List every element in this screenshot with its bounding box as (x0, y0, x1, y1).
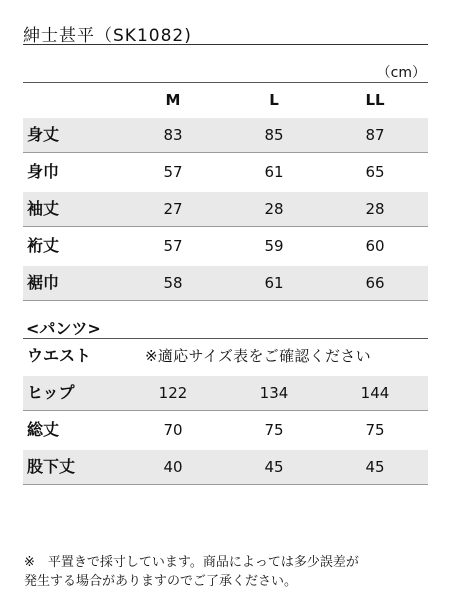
table-cell: 45 (365, 458, 385, 476)
table-cell: 85 (264, 126, 284, 144)
table-row (23, 229, 428, 263)
waist-row (23, 339, 428, 373)
table-cell: 75 (365, 421, 385, 439)
size-header-row (23, 83, 428, 117)
row-label: 裄丈 (27, 236, 60, 255)
table-row (23, 450, 428, 485)
table-cell: 75 (264, 421, 284, 439)
table-cell: 144 (360, 384, 390, 402)
table-row (23, 155, 428, 189)
table-cell: 28 (264, 200, 284, 218)
table-row (23, 376, 428, 411)
row-label: 身丈 (27, 125, 60, 144)
row-label: 総丈 (27, 420, 60, 439)
table-cell: 28 (365, 200, 385, 218)
table-cell: 61 (264, 274, 284, 292)
size-header-l: L (269, 91, 279, 109)
table-cell: 61 (264, 163, 284, 181)
size-header-ll: LL (365, 91, 385, 109)
table-cell: 59 (264, 237, 284, 255)
table-cell: 57 (163, 237, 183, 255)
table-cell: 65 (365, 163, 385, 181)
row-label: ヒップ (27, 383, 75, 402)
table-cell: 27 (163, 200, 183, 218)
table-cell: 58 (163, 274, 183, 292)
row-label: 身巾 (27, 162, 60, 181)
footnote (24, 553, 359, 591)
row-label: 袖丈 (27, 199, 60, 218)
table-row (23, 266, 428, 301)
title-divider (23, 44, 428, 45)
waist-note: ※適応サイズ表をご確認ください (145, 347, 371, 365)
size-header-m: M (165, 91, 181, 109)
footnote-line: ※ 平置きで採寸しています。商品によっては多少誤差が (24, 555, 359, 570)
pants-section-label: <パンツ> (26, 319, 101, 338)
table-cell: 57 (163, 163, 183, 181)
table-cell: 70 (163, 421, 183, 439)
table-cell: 134 (259, 384, 289, 402)
table-cell: 60 (365, 237, 385, 255)
table-cell: 40 (163, 458, 183, 476)
table-cell: 66 (365, 274, 385, 292)
row-label: ウエスト (27, 346, 92, 365)
table-cell: 45 (264, 458, 284, 476)
unit-label: （cm） (376, 65, 426, 81)
table-row (23, 192, 428, 227)
table-row (23, 118, 428, 153)
table-row (23, 413, 428, 447)
page-title: 紳士甚平（SK1082) (23, 26, 192, 46)
table-cell: 122 (158, 384, 188, 402)
row-label: 裾巾 (27, 273, 60, 292)
table-cell: 83 (163, 126, 183, 144)
row-label: 股下丈 (27, 457, 76, 476)
table-cell: 87 (365, 126, 385, 144)
footnote-line: 発生する場合がありますのでご了承ください。 (24, 574, 298, 589)
